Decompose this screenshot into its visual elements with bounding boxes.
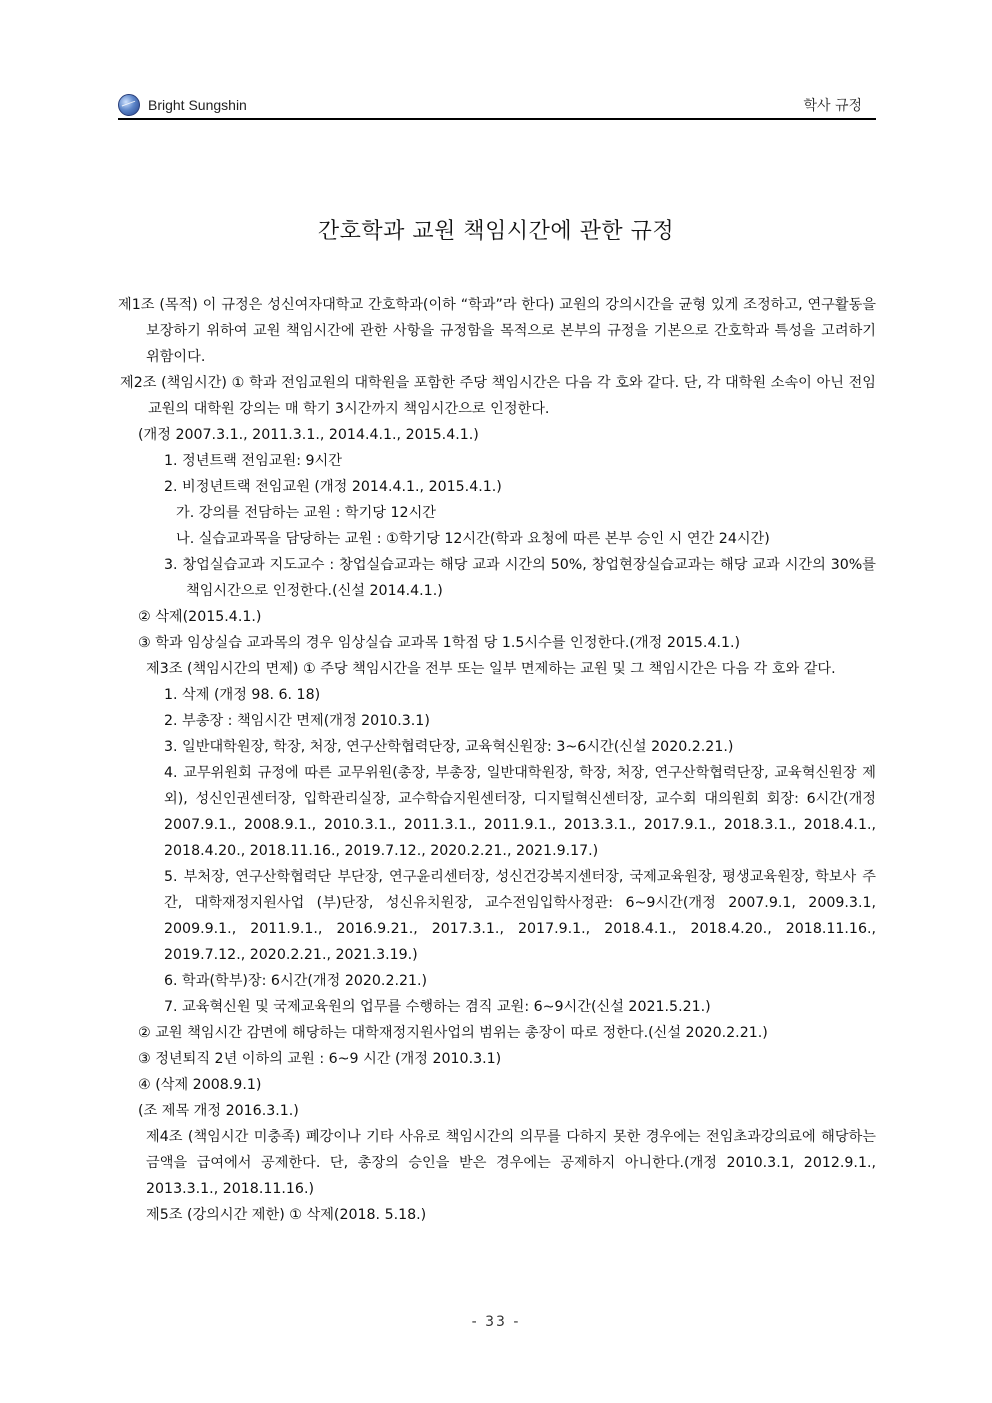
article-2-paragraph-2: ② 삭제(2015.4.1.)	[138, 609, 262, 625]
article-3-item-1: 1. 삭제 (개정 98. 6. 18)	[164, 687, 321, 703]
brand	[118, 94, 247, 116]
article-1: 제1조 (목적) 이 규정은 성신여자대학교 간호학과(이하 “학과”라 한다) 교원의 강의시간을 균형 있게 조정하고, 연구활동을 보장하기 위하여 교원 책임시간에 관한 사항을 규정함을 목적으로 본부의 규정을 기본으로 간호학과 특성을 고려하기 위함이다.	[118, 297, 876, 365]
article-3-paragraph-3: ③ 정년퇴직 2년 이하의 교원 : 6~9 시간 (개정 2010.3.1)	[138, 1051, 502, 1067]
article-4: 제4조 (책임시간 미충족) 폐강이나 기타 사유로 책임시간의 의무를 다하지 못한 경우에는 전임초과강의료에 해당하는 금액을 급여에서 공제한다. 단, 총장의 승인을 받은 경우에는 공제하지 아니한다.(개정 2010.3.1, 2012.9.1., 2013.3.1., 2018.11.16.)	[146, 1129, 876, 1197]
article-2-paragraph-3: ③ 학과 임상실습 교과목의 경우 임상실습 교과목 1학점 당 1.5시수를 인정한다.(개정 2015.4.1.)	[138, 635, 741, 651]
globe-logo-icon	[118, 94, 140, 116]
article-2-amendment: (개정 2007.3.1., 2011.3.1., 2014.4.1., 2015.4.1.)	[138, 427, 479, 443]
article-3-item-6: 6. 학과(학부)장: 6시간(개정 2020.2.21.)	[164, 973, 428, 989]
article-3-item-7: 7. 교육혁신원 및 국제교육원의 업무를 수행하는 겸직 교원: 6∼9시간(신설 2021.5.21.)	[164, 999, 711, 1015]
article-3-item-4: 4. 교무위원회 규정에 따른 교무위원(총장, 부총장, 일반대학원장, 학장, 처장, 연구산학협력단장, 교육혁신원장 제외), 성신인권센터장, 입학관리실장, 교수학습지원센터장, 디지털혁신센터장, 교수회 대의원회 회장: 6시간(개정 2007.9.1., 2008.9.1., 2010.3.1., 2011.3.1., 2011.9.1., 2013.3.1., 2017.9.1., 2018.3.1., 2018.4.1., 2018.4.20., 2018.11.16., 2019.7.12., 2020.2.21., 2021.9.17.)	[164, 765, 876, 859]
article-2-item-1: 1. 정년트랙 전임교원: 9시간	[164, 453, 342, 469]
article-2-item-2-ga: 가. 강의를 전담하는 교원 : 학기당 12시간	[176, 505, 436, 521]
article-3-item-5: 5. 부처장, 연구산학협력단 부단장, 연구윤리센터장, 성신건강복지센터장, 국제교육원장, 평생교육원장, 학보사 주간, 대학재정지원사업 (부)단장, 성신유치원장, 교수전임입학사정관: 6~9시간(개정 2007.9.1, 2009.3.1, 2009.9.1., 2011.9.1., 2016.9.21., 2017.3.1., 2017.9.1., 2018.4.1., 2018.4.20., 2018.11.16., 2019.7.12., 2020.2.21., 2021.3.19.)	[164, 869, 876, 963]
article-2-item-3: 3. 창업실습교과 지도교수 : 창업실습교과는 해당 교과 시간의 50%, 창업현장실습교과는 해당 교과 시간의 30%를 책임시간으로 인정한다.(신설 2014.4.1.)	[164, 557, 876, 599]
document-title: 간호학과 교원 책임시간에 관한 규정	[317, 219, 675, 244]
article-3-item-3: 3. 일반대학원장, 학장, 처장, 연구산학협력단장, 교육혁신원장: 3~6시간(신설 2020.2.21.)	[164, 739, 734, 755]
article-3-paragraph-4: ④ (삭제 2008.9.1)	[138, 1077, 262, 1093]
article-3-item-2: 2. 부총장 : 책임시간 면제(개정 2010.3.1)	[164, 713, 430, 729]
brand-name: Bright Sungshin	[148, 97, 247, 113]
article-5: 제5조 (강의시간 제한) ① 삭제(2018. 5.18.)	[146, 1207, 427, 1223]
page-number: - 33 -	[471, 1314, 521, 1330]
article-3: 제3조 (책임시간의 면제) ① 주당 책임시간을 전부 또는 일부 면제하는 교원 및 그 책임시간은 다음 각 호와 같다.	[146, 661, 836, 677]
regulation-body	[118, 292, 876, 1228]
page-header	[118, 92, 876, 120]
article-3-paragraph-2: ② 교원 책임시간 감면에 해당하는 대학재정지원사업의 범위는 총장이 따로 정한다.(신설 2020.2.21.)	[138, 1025, 768, 1041]
article-2: 제2조 (책임시간) ① 학과 전임교원의 대학원을 포함한 주당 책임시간은 다음 각 호와 같다. 단, 각 대학원 소속이 아닌 전임교원의 대학원 강의는 매 학기 3시간까지 책임시간으로 인정한다.	[120, 375, 876, 417]
article-3-amendment: (조 제목 개정 2016.3.1.)	[138, 1103, 299, 1119]
article-2-item-2: 2. 비정년트랙 전임교원 (개정 2014.4.1., 2015.4.1.)	[164, 479, 502, 495]
article-2-item-2-na: 나. 실습교과목을 담당하는 교원 : ①학기당 12시간(학과 요청에 따른 본부 승인 시 연간 24시간)	[176, 531, 770, 547]
section-label: 학사 규정	[803, 98, 862, 114]
